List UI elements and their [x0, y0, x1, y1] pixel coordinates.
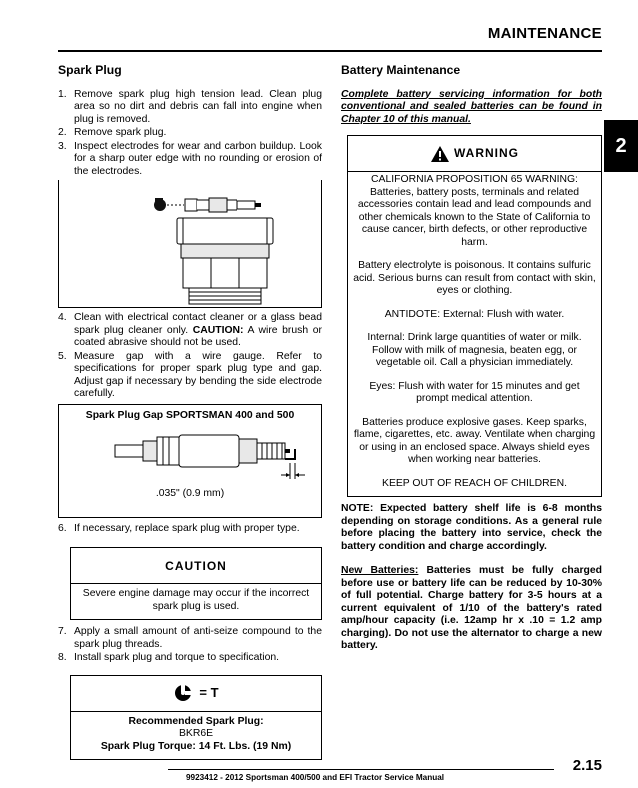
spark-plug-gap-illustration: [59, 427, 321, 487]
header-rule: [58, 50, 602, 52]
left-column: [58, 64, 322, 760]
torque-symbol-text: = T: [199, 684, 219, 700]
caution-title: CAUTION: [71, 548, 321, 584]
warning-triangle-icon: [430, 145, 450, 163]
torque-spec-body: [71, 712, 321, 760]
step-6: 6. If necessary, replace spark plug with proper type.: [58, 522, 300, 534]
step-3: 3. Inspect electrodes for wear and carbon buildup. Look for a sharp outer edge with no rounding or erosion of the electrodes.: [58, 140, 322, 177]
battery-maintenance-heading: Battery Maintenance: [341, 63, 461, 77]
torque-symbol-row: [71, 676, 321, 712]
caution-box: [70, 547, 322, 620]
new-batteries-paragraph: [341, 565, 602, 653]
chapter-tab: 2: [604, 120, 638, 172]
steps-list-a: [58, 89, 322, 179]
recommended-plug-label: Recommended Spark Plug:: [128, 715, 264, 727]
step-2: 2. Remove spark plug.: [58, 127, 167, 138]
torque-wrench-icon: [173, 683, 193, 703]
warning-header: [348, 136, 601, 172]
warning-eyes: Eyes: Flush with water for 15 minutes and get prompt medical attention.: [369, 380, 580, 404]
gap-figure-caption: .035" (0.9 mm): [155, 488, 225, 499]
step-7: 7. Apply a small amount of anti-seize compound to the spark plug threads.: [58, 626, 322, 650]
spark-plug-gap-figure: [58, 404, 322, 518]
steps-list-6: [58, 523, 322, 536]
new-batteries-text: Batteries must be fully charged before use or battery life can be reduced by 10-30% of full potential. Charge battery for 3-5 hours at a current equivalent of 1/10 of the battery's rated amp/hour capacity (i.e. 12amp hr x .10 = 1.2 amp charging). Do not use the alternator to charge a new battery.: [341, 565, 603, 651]
steps-list-mid: [58, 312, 322, 401]
footer-rule: [168, 769, 554, 770]
spark-plug-figure: [58, 180, 322, 308]
caution-text: Severe engine damage may occur if the incorrect spark plug is used.: [82, 588, 310, 612]
plug-torque-spec: Spark Plug Torque: 14 Ft. Lbs. (19 Nm): [100, 740, 292, 752]
new-batteries-label: New Batteries:: [341, 565, 419, 576]
warning-body: [348, 172, 601, 496]
step-5: 5. Measure gap with a wire gauge. Refer to specifications for proper spark plug type and gap. Adjust gap if necessary by bending the side electrode carefully.: [58, 350, 322, 399]
step-4: 4. Clean with electrical contact cleaner or a glass bead spark plug cleaner only. CAUTION: A wire brush or coated abrasive should not be used.: [58, 312, 322, 348]
battery-intro: Complete battery servicing information for both conventional and sealed batteries can be found in Chapter 10 of this manual.: [341, 88, 602, 125]
page-number: 2.15: [572, 757, 602, 774]
step-8: 8. Install spark plug and torque to specification.: [58, 652, 280, 663]
warning-prop65: CALIFORNIA PROPOSITION 65 WARNING: Batteries, battery posts, terminals and related accessories contain lead and lead compounds and other chemicals known to the State of California to cause cancer, birth defects, or other reproductive harm.: [357, 174, 592, 248]
warning-electrolyte: Battery electrolyte is poisonous. It contains sulfuric acid. Serious burns can result from contact with skin, eyes or clothing.: [353, 260, 596, 296]
warning-internal: Internal: Drink large quantities of water or milk. Follow with milk of magnesia, beaten egg, or vegetable oil. Call a physician immediately.: [367, 332, 582, 368]
warning-explosive-gases: Batteries produce explosive gases. Keep sparks, flame, cigarettes, etc. away. Ventilate when charging or using in an enclosed space. Always shield eyes when working near batteries.: [353, 416, 596, 465]
warning-title: WARNING: [454, 146, 519, 161]
footer-manual-title: 9923412 - 2012 Sportsman 400/500 and EFI Tractor Service Manual: [186, 773, 445, 782]
warning-antidote: ANTIDOTE: External: Flush with water.: [384, 308, 565, 320]
gap-figure-title: Spark Plug Gap SPORTSMAN 400 and 500: [85, 409, 295, 421]
spark-plug-heading: Spark Plug: [58, 63, 122, 77]
section-title: MAINTENANCE: [487, 25, 602, 42]
spark-plug-illustration: [59, 180, 321, 306]
torque-spec-box: [70, 675, 322, 761]
warning-children: KEEP OUT OF REACH OF CHILDREN.: [382, 477, 567, 489]
warning-box: [347, 135, 602, 497]
battery-shelf-life-note: NOTE: Expected battery shelf life is 6-8 months depending on storage conditions. As a general rule before placing the battery into service, check the battery condition and charge accordingly.: [341, 503, 602, 552]
right-column: [341, 64, 602, 653]
step-1: 1. Remove spark plug high tension lead. Clean plug area so no dirt and debris can fall into engine when plug is removed.: [58, 88, 322, 125]
steps-list-b: [58, 626, 322, 665]
recommended-plug-value: BKR6E: [178, 728, 214, 739]
